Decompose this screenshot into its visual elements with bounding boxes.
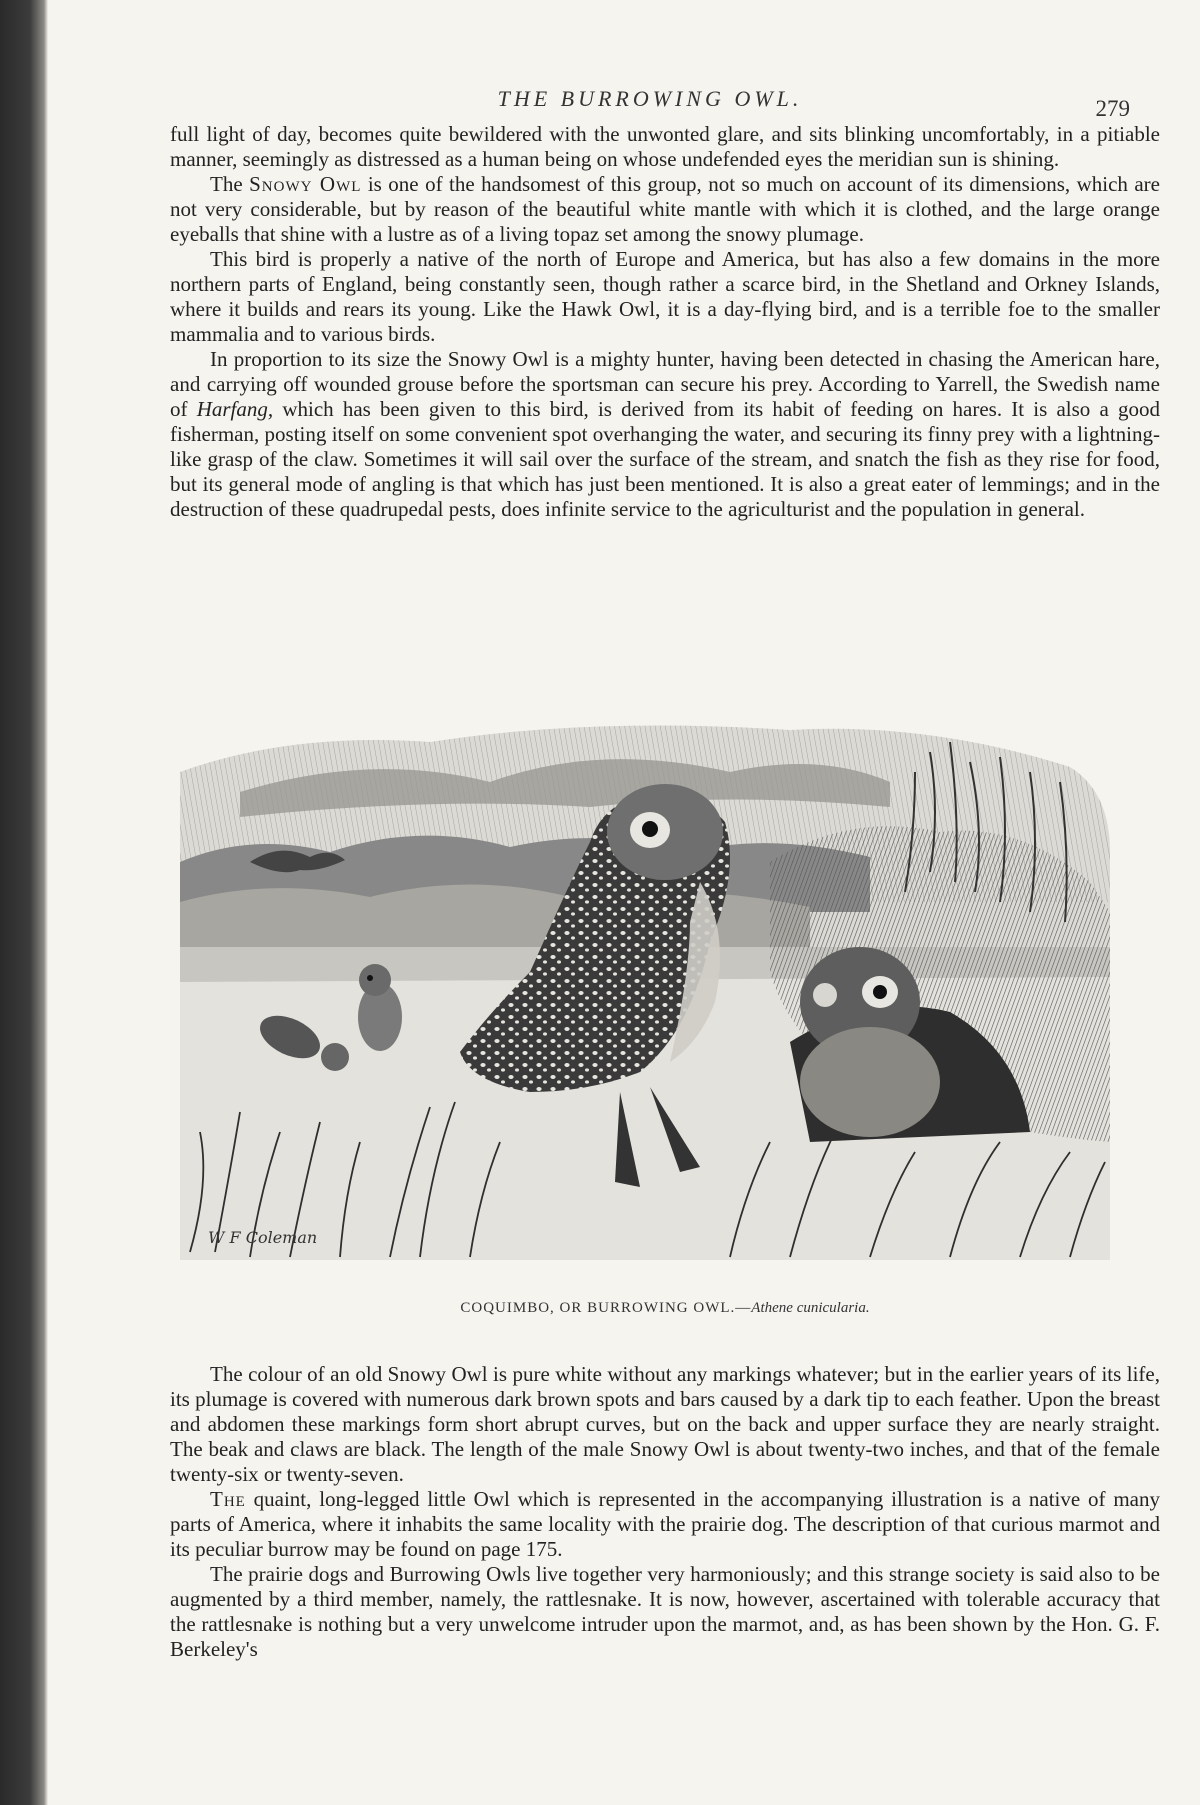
running-title: THE BURROWING OWL.	[497, 86, 803, 111]
paragraph-hunter	[170, 347, 1160, 522]
bottom-text-block	[170, 1362, 1160, 1662]
text-run: The	[210, 172, 250, 196]
caption-main: COQUIMBO, OR BURROWING OWL.—	[460, 1300, 752, 1316]
harfang-term: Harfang,	[196, 397, 274, 421]
page-binding-edge	[0, 0, 48, 1805]
paragraph-snowy-owl	[170, 172, 1160, 247]
text-run: quaint, long-legged little Owl which is represented in the accompanying illustration is a native of many parts of America, where it inhabits the same locality with the prairie dog. The description of that curious marmot and its peculiar burrow may be found on page 175.	[170, 1487, 1161, 1561]
paragraph-colour: The colour of an old Snowy Owl is pure white without any markings whatever; but in the earlier years of its life, its plumage is covered with numerous dark brown spots and bars caused by a dark tip to each feather. Upon the breast and abdomen these markings form short abrupt curves, but on the back and upper surface they are nearly straight. The beak and claws are black. The length of the male Snowy Owl is about twenty-two inches, and that of the female twenty-six or twenty-seven.	[170, 1362, 1160, 1486]
page-number: 279	[1095, 96, 1130, 121]
paragraph-quaint-owl	[170, 1487, 1160, 1562]
paragraph-continued: full light of day, becomes quite bewildered with the unwonted glare, and sits blinking uncomfortably, in a pitiable manner, seemingly as distressed as a human being on whose undefended eyes the meridian sun is shining.	[170, 122, 1160, 171]
text-run: In proportion to its size the Snowy Owl is a mighty hunter, having been detected in chasing the American hare, and carrying off wounded grouse before the sportsman can secure his prey. According to Yarrell, the Swedish name of	[170, 347, 1160, 421]
text-run: which has been given to this bird, is derived from its habit of feeding on hares. It is also a good fisherman, posting itself on some convenient spot overhanging the water, and securing its finny prey with a lightning-like grasp of the claw. Sometimes it will sail over the surface of the stream, and snatch the fish as they rise for food, but its general mode of angling is that which has just been mentioned. It is also a great eater of lemmings; and in the destruction of these quadrupedal pests, does infinite service to the agriculturist and the population in general.	[170, 397, 1161, 521]
page-header	[170, 82, 1130, 122]
paragraph-native: This bird is properly a native of the north of Europe and America, but has also a few domains in the more northern parts of England, being constantly seen, though rather a scarce bird, in the Shetland and Orkney Islands, where it builds and rears its young. Like the Hawk Owl, it is a day-flying bird, and is a terrible foe to the smaller mammalia and to various birds.	[170, 247, 1160, 346]
engraving-svg	[170, 712, 1120, 1272]
paragraph-prairie-dogs: The prairie dogs and Burrowing Owls live together very harmoniously; and this strange society is said also to be augmented by a third member, namely, the rattlesnake. It is now, however, ascertained with tolerable accuracy that the rattlesnake is nothing but a very unwelcome intruder upon the marmot, and, as has been shown by the Hon. G. F. Berkeley's	[170, 1562, 1160, 1661]
burrowing-owl-engraving	[170, 712, 1120, 1272]
caption-scientific-name: Athene cunicularia.	[751, 1300, 870, 1316]
text-run: is one of the handsomest of this group, not so much on account of its dimensions, which are not very considerable, but by reason of the beautiful white mantle with which it is clothed, and the large orange eyeballs that shine with a lustre as of a living topaz set among the snowy plumage.	[170, 172, 1160, 246]
illustration-caption	[170, 1300, 1160, 1317]
snowy-owl-smallcaps: Snowy Owl	[249, 172, 362, 196]
the-smallcaps: The	[210, 1487, 246, 1511]
top-text-block	[170, 122, 1160, 522]
artist-signature: W F Coleman	[208, 1228, 318, 1247]
